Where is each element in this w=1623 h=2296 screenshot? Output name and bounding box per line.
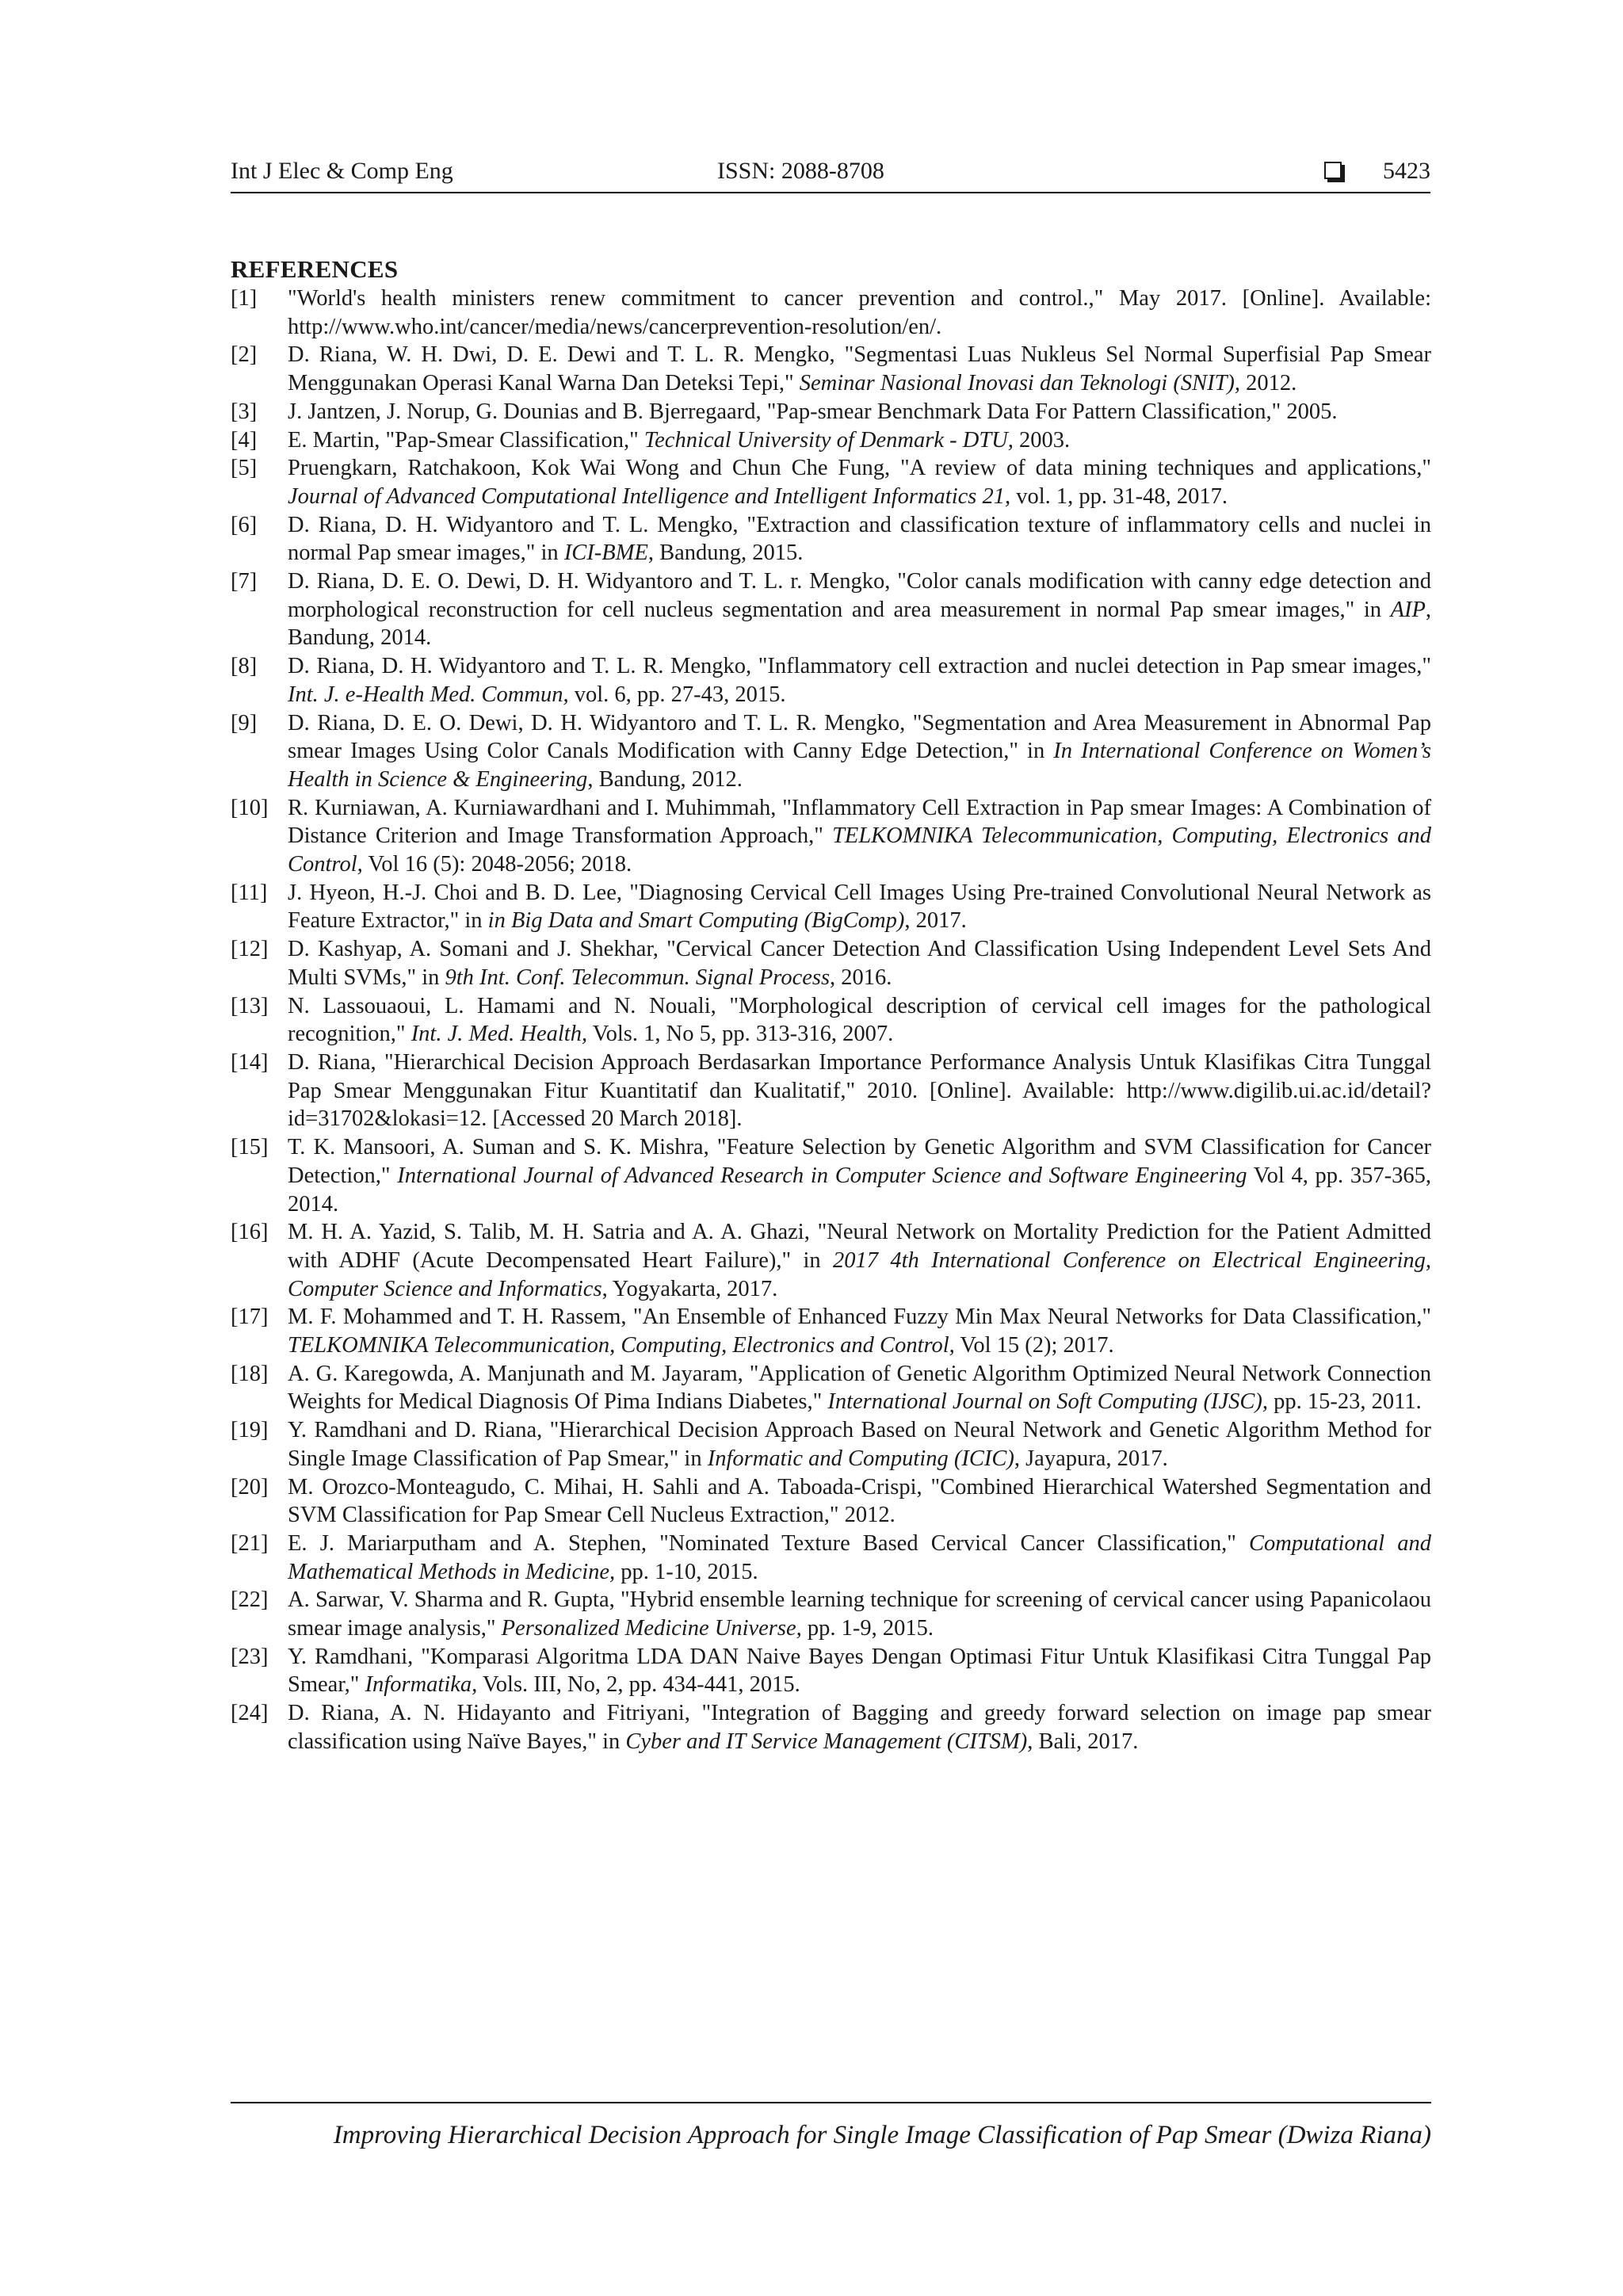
reference-segment: vol. 6, pp. 27-43, 2015. <box>568 682 786 707</box>
reference-number: [24] <box>231 1701 269 1726</box>
reference-venue: in Big Data and Smart Computing (BigComp) <box>487 908 905 934</box>
journal-name: Int J Elec & Comp Eng <box>231 158 453 184</box>
reference-segment: , Bandung, 2015. <box>647 541 804 566</box>
reference-venue: Personalized Medicine Universe, <box>501 1616 802 1641</box>
reference-venue: In International Conference on Women’s Health in Science & Engineering <box>288 739 1432 792</box>
reference-venue: TELKOMNIKA Telecommunication, Computing, Electronics and Control, <box>288 823 1432 877</box>
page-header <box>231 152 1430 193</box>
reference-venue: AIP <box>1390 597 1426 622</box>
reference-number: [18] <box>231 1361 269 1386</box>
reference-segment: , 2016. <box>830 965 892 990</box>
reference-number: [22] <box>231 1587 269 1613</box>
reference-number: [1] <box>231 286 258 311</box>
reference-item <box>231 1133 1431 1218</box>
reference-segment: Vol 16 (5): 2048-2056; 2018. <box>362 852 632 877</box>
reference-segment: Pruengkarn, Ratchakoon, Kok Wai Wong and Chun Che Fung, "A review of data mining techniques and applications," <box>288 456 1431 481</box>
reference-venue: Seminar Nasional Inovasi dan Teknologi (SNIT), <box>799 371 1241 396</box>
page-number: 5423 <box>1383 158 1430 184</box>
reference-number: [21] <box>231 1530 269 1556</box>
reference-venue: Computational and Mathematical Methods in Medicine, <box>288 1530 1432 1584</box>
reference-text <box>288 1133 1431 1218</box>
reference-number: [8] <box>231 654 258 679</box>
reference-text <box>288 1360 1431 1416</box>
reference-segment: , 2017. <box>904 908 967 934</box>
reference-item <box>231 1360 1431 1416</box>
reference-segment: pp. 15-23, 2011. <box>1268 1389 1422 1415</box>
reference-text <box>288 1530 1431 1586</box>
reference-venue: ICI-BME <box>563 541 648 566</box>
reference-text <box>288 454 1431 510</box>
reference-item <box>231 794 1431 879</box>
reference-text <box>288 511 1431 567</box>
reference-segment: M. F. Mohammed and T. H. Rassem, "An Ensemble of Enhanced Fuzzy Min Max Neural Networks for Data Classification," <box>288 1305 1431 1330</box>
square-bullet-icon <box>1324 162 1342 179</box>
reference-venue: Journal of Advanced Computational Intelligence and Intelligent Informatics 21, <box>288 483 1011 509</box>
reference-number: [9] <box>231 710 258 735</box>
reference-text <box>288 1473 1431 1530</box>
reference-segment: pp. 1-10, 2015. <box>615 1559 758 1584</box>
reference-segment: T. K. Mansoori, A. Suman and S. K. Mishra, "Feature Selection by Genetic Algorithm and SVM Classification for Cancer Detection," <box>288 1135 1431 1188</box>
reference-item <box>231 1699 1431 1755</box>
reference-segment: , Bandung, 2014. <box>288 597 1431 651</box>
footer-title: Improving Hierarchical Decision Approach for Single Image Classification of Pap Smear (Dwiza Riana) <box>333 2121 1431 2149</box>
reference-segment: vol. 1, pp. 31-48, 2017. <box>1010 483 1228 509</box>
reference-item <box>231 398 1431 426</box>
reference-text <box>288 879 1431 935</box>
reference-text <box>288 935 1431 991</box>
reference-segment: D. Riana, D. E. O. Dewi, D. H. Widyantoro and T. L. R. Mengko, "Segmentation and Area Measurement in Abnormal Pap smear Images Using Color Canals Modification with Canny Edge Detection," in <box>288 710 1431 764</box>
reference-item <box>231 1643 1431 1699</box>
reference-segment: D. Riana, W. H. Dwi, D. E. Dewi and T. L. R. Mengko, "Segmentasi Luas Nukleus Sel Normal Superfisial Pap Smear Menggunakan Operasi Kanal Warna Dan Deteksi Tepi," <box>288 342 1431 396</box>
reference-number: [17] <box>231 1305 269 1330</box>
reference-text <box>288 285 1431 341</box>
reference-item <box>231 1473 1431 1530</box>
reference-text <box>288 709 1431 794</box>
reference-venue: Int. J. Med. Health, <box>411 1022 588 1047</box>
reference-segment: 2003. <box>1013 427 1071 453</box>
reference-segment: D. Riana, D. H. Widyantoro and T. L. R. Mengko, "Inflammatory cell extraction and nuclei detection in Pap smear images," <box>288 654 1431 679</box>
reference-segment: E. Martin, "Pap-Smear Classification," <box>288 427 644 453</box>
reference-number: [16] <box>231 1220 269 1245</box>
reference-venue: Informatic and Computing (ICIC) <box>707 1446 1014 1471</box>
reference-text <box>288 1643 1431 1699</box>
reference-text <box>288 1699 1431 1755</box>
reference-text <box>288 1049 1431 1133</box>
references-heading: REFERENCES <box>231 255 399 283</box>
reference-text <box>288 426 1431 455</box>
reference-item <box>231 709 1431 794</box>
reference-venue: 2017 4th International Conference on Electrical Engineering, Computer Science and Informatics <box>288 1247 1431 1301</box>
reference-item <box>231 1303 1431 1359</box>
reference-segment: , Bali, 2017. <box>1027 1729 1139 1754</box>
reference-text <box>288 341 1431 397</box>
reference-number: [19] <box>231 1418 269 1443</box>
reference-item <box>231 935 1431 991</box>
reference-number: [6] <box>231 512 258 537</box>
reference-venue: International Journal of Advanced Research in Computer Science and Software Engineering <box>397 1163 1247 1188</box>
reference-segment: D. Kashyap, A. Somani and J. Shekhar, "Cervical Cancer Detection And Classification Using Independent Level Sets And Multi SVMs," in <box>288 937 1431 990</box>
reference-segment: N. Lassouaoui, L. Hamami and N. Nouali, "Morphological description of cervical cell images for the pathological recognition," <box>288 993 1431 1047</box>
reference-segment: D. Riana, A. N. Hidayanto and Fitriyani, "Integration of Bagging and greedy forward selection on image pap smear classification using Naïve Bayes," in <box>288 1701 1431 1754</box>
reference-item <box>231 652 1431 709</box>
reference-text <box>288 1218 1431 1303</box>
reference-text <box>288 398 1431 426</box>
reference-number: [15] <box>231 1135 269 1160</box>
reference-number: [5] <box>231 456 258 481</box>
reference-segment: Vol 4, pp. 357-365, 2014. <box>288 1163 1432 1217</box>
reference-item <box>231 285 1431 341</box>
reference-segment: Vols. 1, No 5, pp. 313-316, 2007. <box>587 1022 894 1047</box>
reference-segment: , Yogyakarta, 2017. <box>601 1276 778 1301</box>
reference-number: [2] <box>231 342 258 368</box>
reference-venue: Cyber and IT Service Management (CITSM) <box>625 1729 1028 1754</box>
reference-item <box>231 511 1431 567</box>
reference-text <box>288 567 1431 652</box>
reference-number: [20] <box>231 1474 269 1499</box>
reference-segment: J. Jantzen, J. Norup, G. Dounias and B. Bjerregaard, "Pap-smear Benchmark Data For Pattern Classification," 2005. <box>288 399 1338 424</box>
reference-item <box>231 1416 1431 1473</box>
reference-item <box>231 992 1431 1049</box>
reference-number: [3] <box>231 399 258 424</box>
reference-venue: Informatika, <box>365 1672 478 1698</box>
reference-number: [13] <box>231 993 269 1018</box>
reference-segment: R. Kurniawan, A. Kurniawardhani and I. Muhimmah, "Inflammatory Cell Extraction in Pap smear Images: A Combination of Distance Criterion and Image Transformation Approach," <box>288 795 1431 849</box>
reference-segment: D. Riana, "Hierarchical Decision Approach Berdasarkan Importance Performance Analysis Untuk Klasifikas Citra Tunggal Pap Smear Menggunakan Fitur Kuantitatif dan Kualitatif," 2010. [Online]. Available: http://www.digilib.ui.ac.id/detail?id=31702&lokasi=12. [Accessed 20 March 2018]. <box>288 1049 1431 1132</box>
reference-text <box>288 992 1431 1049</box>
reference-segment: Vols. III, No, 2, pp. 434-441, 2015. <box>477 1672 800 1698</box>
reference-text <box>288 652 1431 709</box>
reference-segment: Y. Ramdhani, "Komparasi Algoritma LDA DAN Naive Bayes Dengan Optimasi Fitur Untuk Klasifikasi Citra Tunggal Pap Smear," <box>288 1644 1431 1698</box>
reference-venue: TELKOMNIKA Telecommunication, Computing, Electronics and Control, <box>288 1333 955 1358</box>
references-list <box>231 285 1431 1756</box>
reference-number: [11] <box>231 880 268 905</box>
issn: ISSN: 2088-8708 <box>717 158 884 184</box>
reference-segment: D. Riana, D. H. Widyantoro and T. L. Mengko, "Extraction and classification texture of inflammatory cells and nuclei in normal Pap smear images," in <box>288 512 1431 566</box>
reference-segment: A. G. Karegowda, A. Manjunath and M. Jayaram, "Application of Genetic Algorithm Optimized Neural Network Connection Weights for Medical Diagnosis Of Pima Indians Diabetes," <box>288 1361 1431 1415</box>
reference-segment: J. Hyeon, H.-J. Choi and B. D. Lee, "Diagnosing Cervical Cell Images Using Pre-trained Convolutional Neural Network as Feature Extractor," in <box>288 880 1431 934</box>
reference-venue: 9th Int. Conf. Telecommun. Signal Process <box>445 965 831 990</box>
reference-number: [12] <box>231 937 269 962</box>
reference-item <box>231 454 1431 510</box>
reference-number: [4] <box>231 427 258 453</box>
reference-segment: 2012. <box>1240 371 1297 396</box>
reference-segment: , Bandung, 2012. <box>587 766 743 792</box>
reference-number: [14] <box>231 1049 269 1075</box>
reference-venue: Technical University of Denmark - DTU, <box>643 427 1014 453</box>
reference-segment: M. H. A. Yazid, S. Talib, M. H. Satria and A. A. Ghazi, "Neural Network on Mortality Prediction for the Patient Admitted with ADHF (Acute Decompensated Heart Failure)," in <box>288 1220 1431 1273</box>
reference-segment: , Jayapura, 2017. <box>1014 1446 1168 1471</box>
reference-item <box>231 1049 1431 1133</box>
page-footer <box>231 2102 1431 2149</box>
reference-segment: "World's health ministers renew commitment to cancer prevention and control.," May 2017. [Online]. Available: http://www.who.int/cancer/media/news/cancerprevention-resolution/en/. <box>288 286 1431 339</box>
reference-text <box>288 1586 1431 1642</box>
reference-segment: A. Sarwar, V. Sharma and R. Gupta, "Hybrid ensemble learning technique for screening of cervical cancer using Papanicolaou smear image analysis," <box>288 1587 1431 1641</box>
reference-item <box>231 1586 1431 1642</box>
reference-text <box>288 1416 1431 1473</box>
reference-number: [10] <box>231 795 269 820</box>
reference-item <box>231 879 1431 935</box>
reference-item <box>231 1530 1431 1586</box>
reference-segment: Y. Ramdhani and D. Riana, "Hierarchical Decision Approach Based on Neural Network and Genetic Algorithm Method for Single Image Classification of Pap Smear," in <box>288 1418 1431 1471</box>
reference-segment: E. J. Mariarputham and A. Stephen, "Nominated Texture Based Cervical Cancer Classification," <box>288 1530 1250 1556</box>
reference-item <box>231 341 1431 397</box>
reference-item <box>231 1218 1431 1303</box>
reference-item <box>231 426 1431 455</box>
reference-number: [23] <box>231 1644 269 1669</box>
reference-item <box>231 567 1431 652</box>
reference-segment: M. Orozco-Monteagudo, C. Mihai, H. Sahli and A. Taboada-Crispi, "Combined Hierarchical Watershed Segmentation and SVM Classification for Pap Smear Cell Nucleus Extraction," 2012. <box>288 1474 1431 1528</box>
reference-venue: Int. J. e-Health Med. Commun, <box>288 682 569 707</box>
reference-segment: D. Riana, D. E. O. Dewi, D. H. Widyantoro and T. L. r. Mengko, "Color canals modification with canny edge detection and morphological reconstruction for cell nucleus segmentation and area measurement in normal Pap smear images," in <box>288 569 1431 622</box>
reference-text <box>288 794 1431 879</box>
reference-segment: Vol 15 (2); 2017. <box>954 1333 1114 1358</box>
reference-number: [7] <box>231 569 258 594</box>
reference-text <box>288 1303 1431 1359</box>
reference-venue: International Journal on Soft Computing (IJSC), <box>827 1389 1269 1415</box>
reference-segment: pp. 1-9, 2015. <box>801 1616 934 1641</box>
